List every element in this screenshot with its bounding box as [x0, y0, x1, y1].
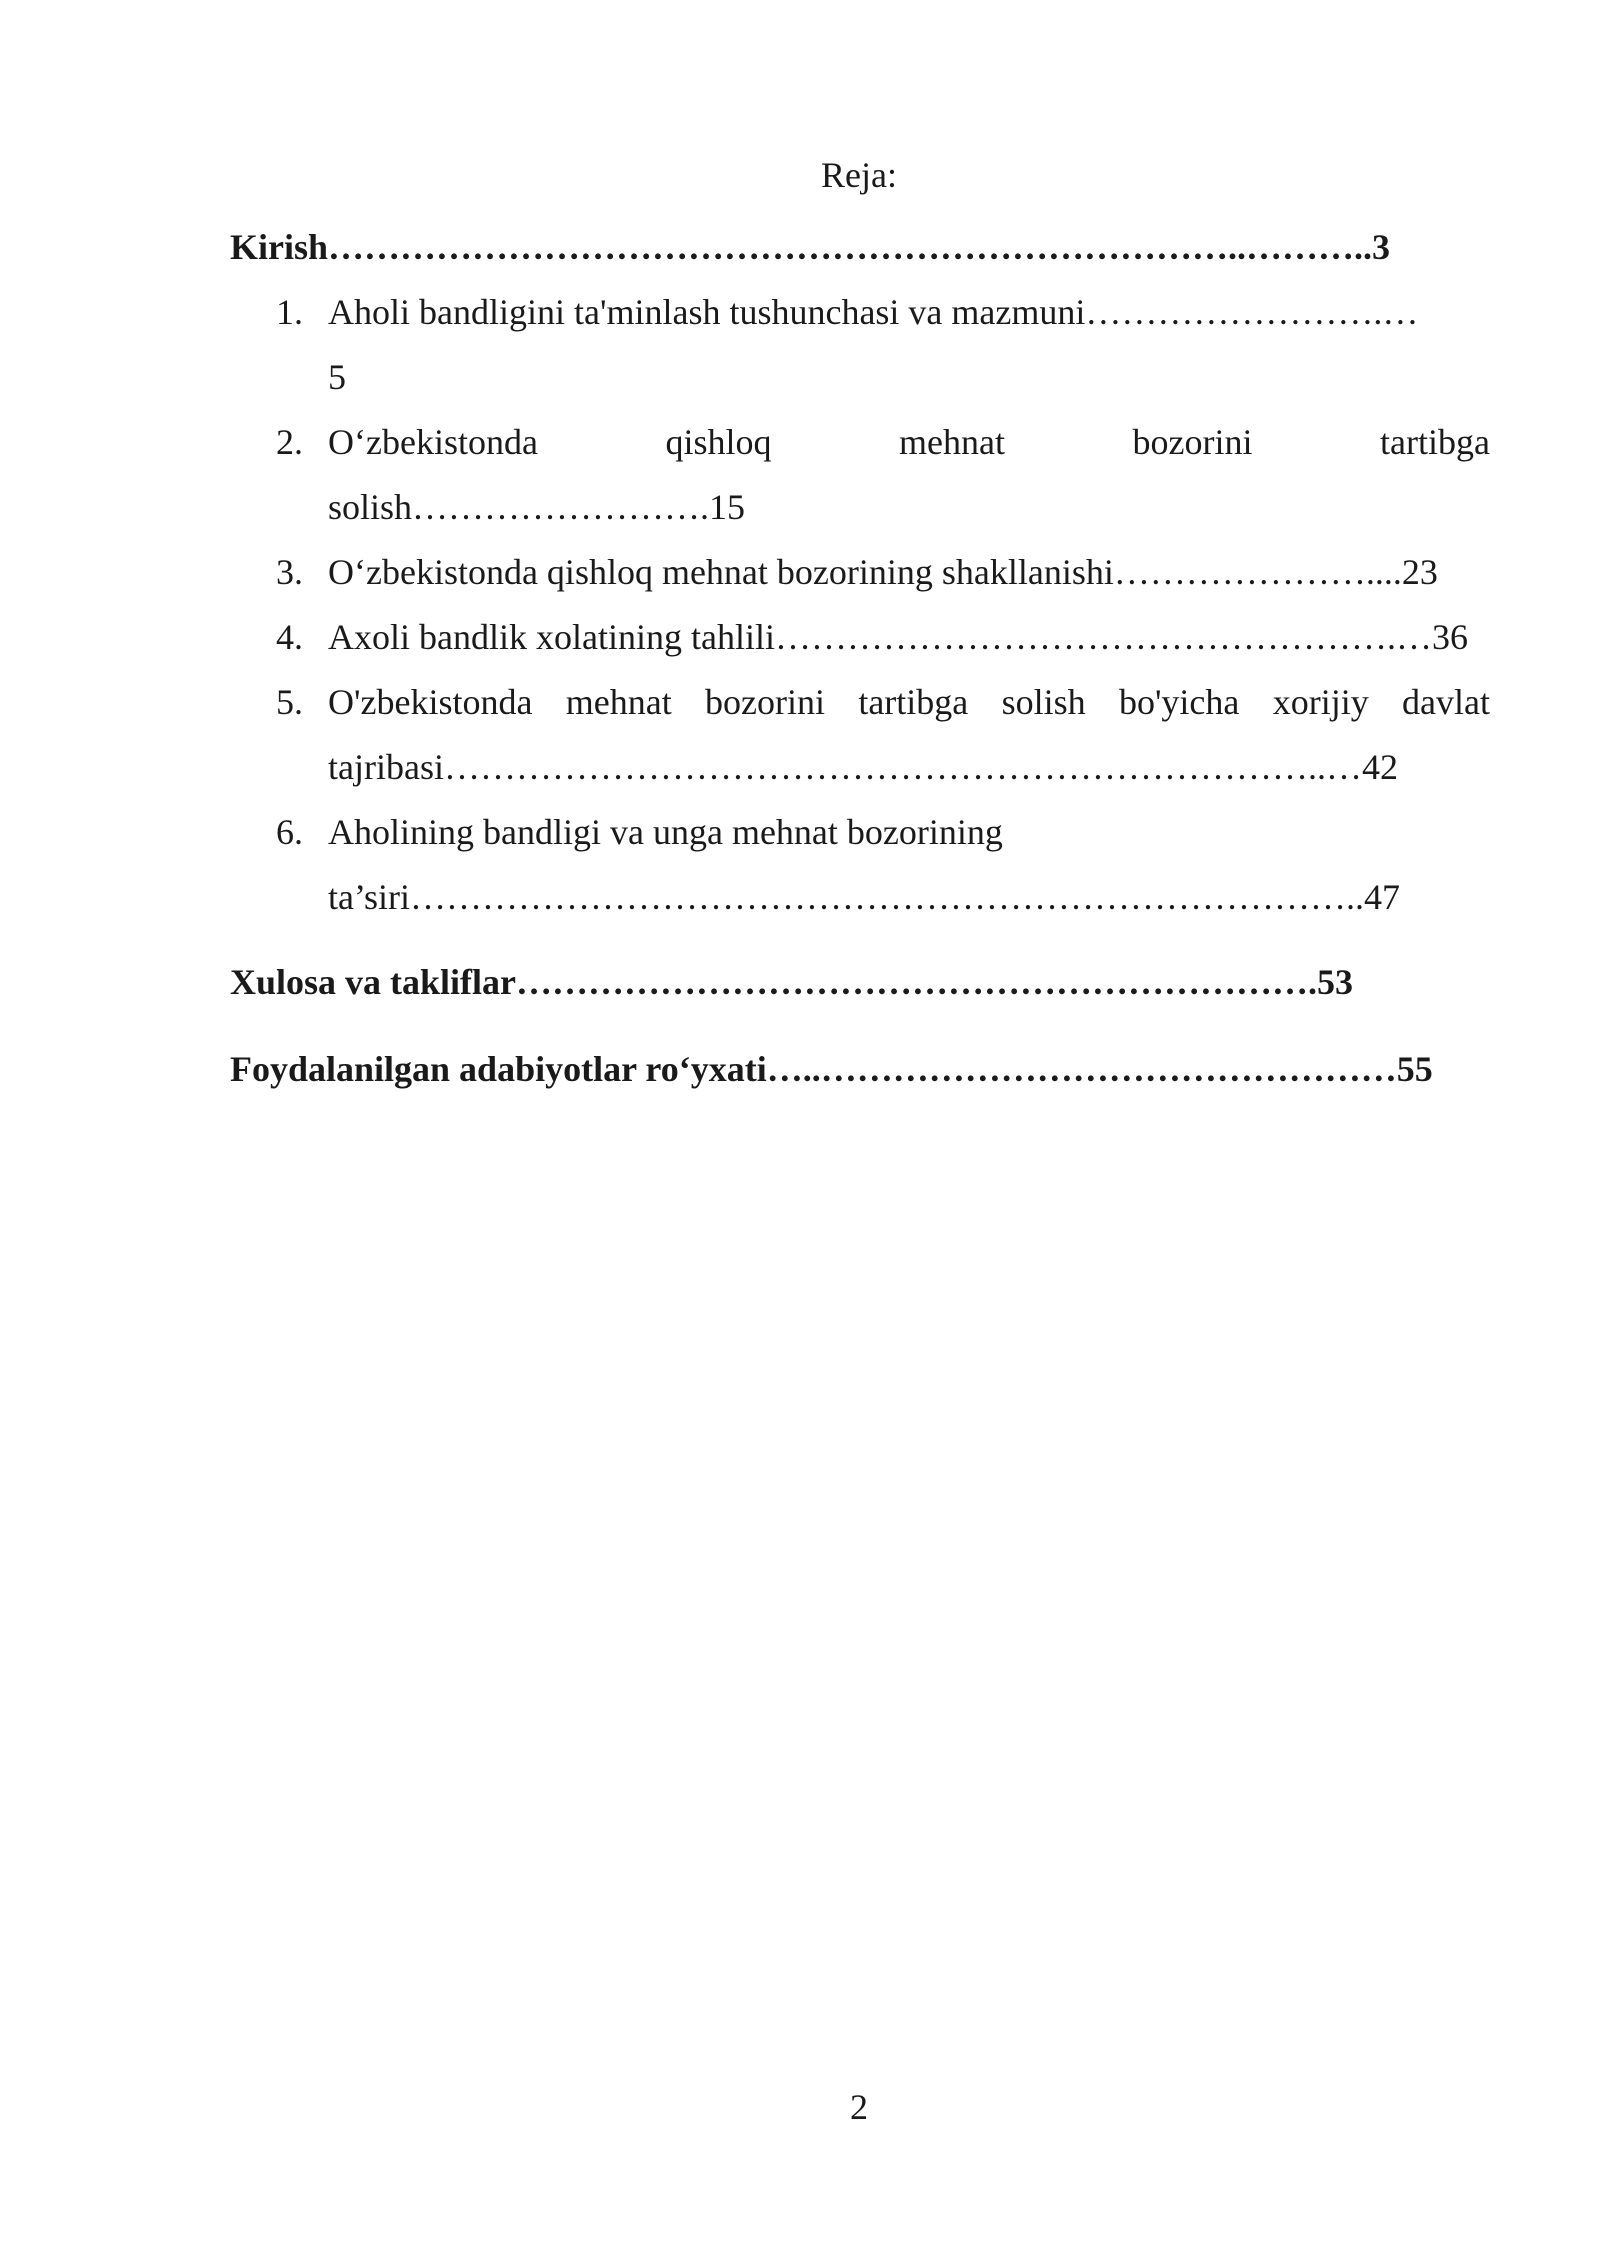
toc-item-6	[230, 800, 1490, 930]
toc-item-2	[230, 410, 1490, 540]
toc-item-text-cont: ta’siri……………………………………………………………………..47	[328, 877, 1400, 917]
toc-item-text: Aholining bandligi va unga mehnat bozorining	[328, 812, 1003, 852]
toc-item-number: 2.	[276, 422, 303, 462]
toc-conclusion: Xulosa va takliflar………………………………………………………….53	[230, 962, 1354, 1002]
toc-item-page: 5	[328, 357, 346, 397]
table-of-contents	[230, 215, 1490, 1102]
toc-item-3	[230, 540, 1490, 605]
toc-item-1	[230, 280, 1490, 410]
toc-item-text: Axoli bandlik xolatining tahlili…………………………………………….…36	[328, 617, 1468, 657]
page-title: Reja:	[821, 155, 897, 195]
toc-item-5	[230, 670, 1490, 800]
page-number: 2	[850, 2087, 868, 2127]
toc-item-number: 6.	[276, 812, 303, 852]
toc-item-text: Aholi bandligini ta'minlash tushunchasi va mazmuni…………………….…	[328, 292, 1419, 332]
toc-intro: Kirish…………………………………………………………………..………..3	[230, 227, 1391, 267]
toc-item-text: O‘zbekistonda qishloq mehnat bozorining shakllanishi…………………....23	[328, 552, 1438, 592]
toc-item-text: O'zbekistonda mehnat bozorini tartibga solish bo'yicha xorijiy davlat	[328, 682, 1490, 722]
toc-item-text-cont: tajribasi………………………………………………………………..…42	[328, 747, 1398, 787]
toc-item-number: 4.	[276, 617, 303, 657]
toc-item-text-cont: solish…………………….15	[328, 487, 746, 527]
toc-item-number: 1.	[276, 292, 303, 332]
toc-item-text: O‘zbekistonda qishloq mehnat bozorini tartibga	[328, 422, 1490, 462]
toc-item-number: 3.	[276, 552, 303, 592]
toc-item-4	[230, 605, 1490, 670]
toc-item-number: 5.	[276, 682, 303, 722]
toc-references: Foydalanilgan adabiyotlar ro‘yxati…..…………………………………………55	[230, 1049, 1433, 1089]
